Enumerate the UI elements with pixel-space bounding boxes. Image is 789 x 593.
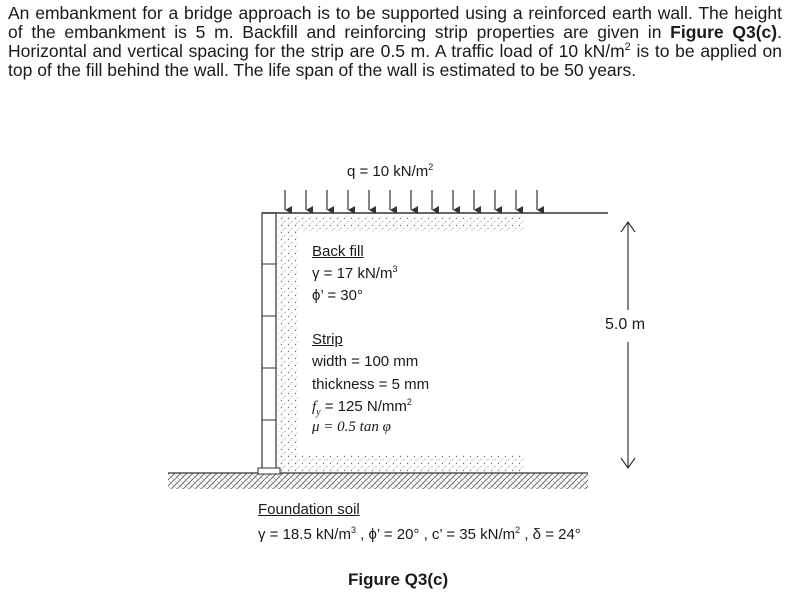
backfill-unit-weight: γ = 17 $kN/m^3$ [312,264,398,282]
backfill-top-band [278,216,524,232]
backfill-wall-band [278,216,298,472]
strip-friction: μ = 0.5 tan φ [312,419,391,435]
foundation-title: Foundation soil [258,501,360,518]
figure-caption: Figure Q3(c) [348,570,449,589]
strip-yield-strength: $f_y = 125$ $N/mm^2$ [312,397,412,418]
foundation-soil-hatch [168,473,588,489]
height-dimension-arrow [621,222,635,468]
wall-facing [258,213,280,474]
backfill-title: Back fill [312,243,364,260]
strip-title: Strip [312,331,343,348]
foundation-properties: γ = 18.5 $kN/m^3$ , ϕ’ = 20° , c’ = 35 $kN/m^2$ , δ = 24° [258,525,581,543]
traffic-load-arrows [285,190,537,210]
strip-thickness: thickness = 5 mm [312,376,430,393]
strip-width: width = 100 mm [312,353,419,370]
load-label: q = 10 $kN/m^2$ [347,162,434,180]
figure-reference: Figure Q3(c) [670,22,778,42]
problem-statement: An embankment for a bridge approach is to be supported using a reinforced earth wall. The height of the embankment is 5 m. Backfill and reinforcing strip properties are given in Figure Q3(c). Horizontal and vertical spacing for the strip are 0.5 m. A traffic load of 10 $kN/m^2$ is to be applied on top of the fill behind the wall. The life span of the wall is estimated to be 50 years. [8,3,783,80]
height-label: 5.0 m [605,316,646,333]
backfill-bottom-band [278,455,524,472]
backfill-friction-angle: ϕ’ = 30° [312,287,363,304]
